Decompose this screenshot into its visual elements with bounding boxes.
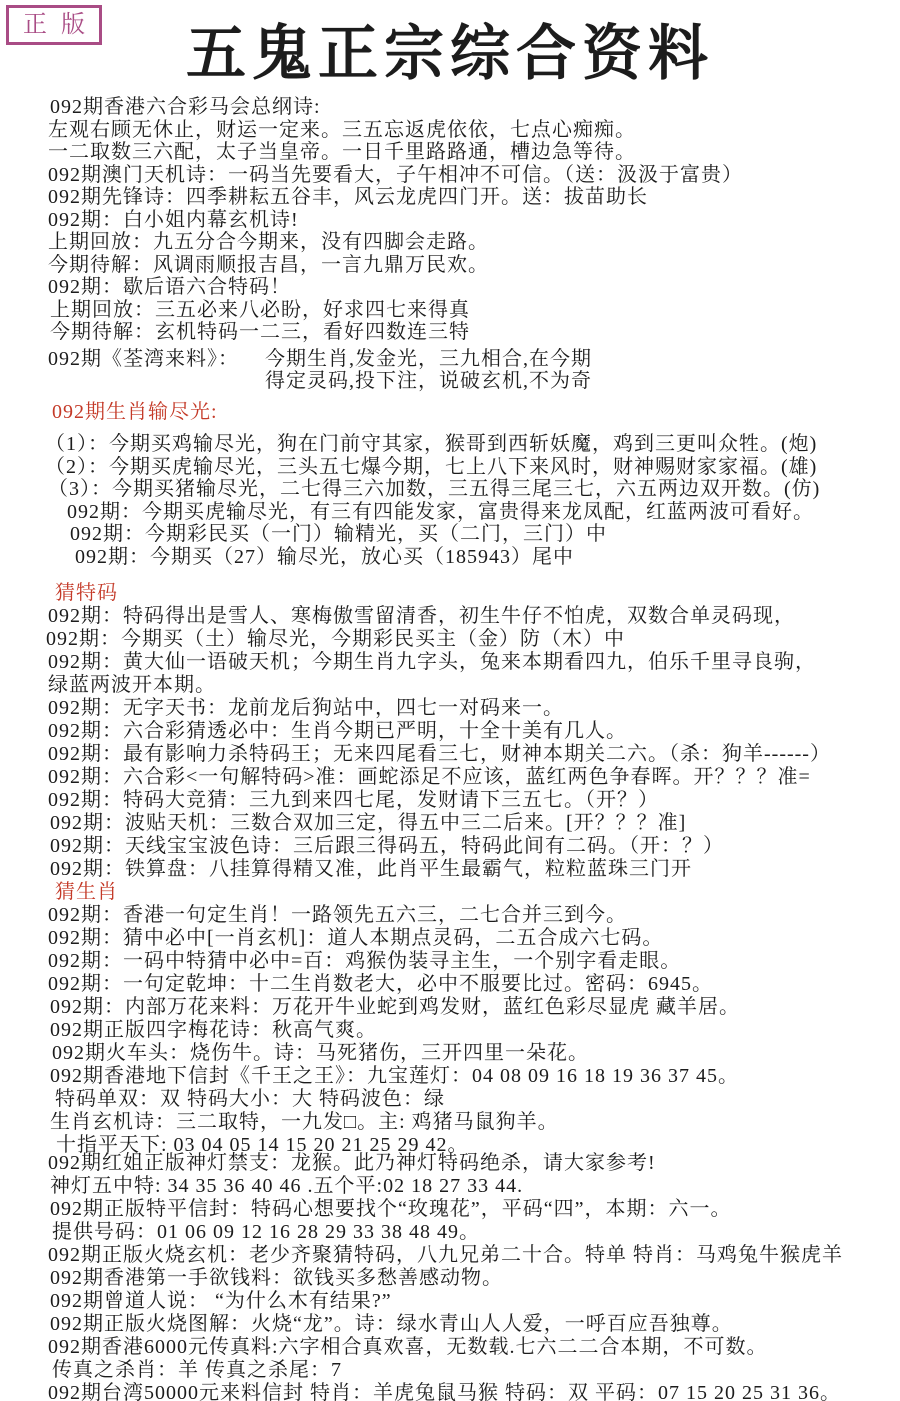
page-header — [0, 0, 900, 96]
content-lines — [0, 96, 900, 1401]
text-line: 传真之杀肖：羊 传真之杀尾：7 — [52, 1358, 342, 1381]
text-line: 神灯五中特: 34 35 36 40 46 .五个平:02 18 27 33 44. — [50, 1174, 524, 1197]
line-label: 092期《荃湾来料》： — [48, 347, 239, 370]
text-line: 092期：无字天书：龙前龙后狗站中，四七一对码来一。 — [48, 696, 564, 719]
text-line — [48, 348, 900, 371]
text-line: 上期回放：三五必来八必盼，好求四七来得真 — [50, 298, 470, 321]
authentic-badge: 正版 — [6, 5, 102, 45]
text-line: 提供号码：01 06 09 12 16 28 29 33 38 48 49。 — [52, 1220, 480, 1243]
text-line: 092期：特码大竞猜：三九到来四七尾，发财请下三五七。（开？） — [48, 788, 659, 811]
text-line: 092期火车头：烧伤牛。诗：马死猪伤，三开四里一朵花。 — [52, 1041, 589, 1064]
section-heading: 猜特码 — [55, 582, 118, 604]
text-line: 092期香港第一手欲钱料：欲钱买多愁善感动物。 — [50, 1266, 503, 1289]
text-line: 092期：六合彩<一句解特码>准：画蛇添足不应该，蓝红两色争春晖。开？？？准= — [48, 765, 811, 788]
text-line: 092期先锋诗：四季耕耘五谷丰，风云龙虎四门开。送：拔苗助长 — [48, 186, 648, 208]
text-line: 092期台湾50000元来料信封 特肖：羊虎兔鼠马猴 特码：双 平码：07 15 20 25 31 36。 — [48, 1381, 841, 1401]
text-line: 今期待解：玄机特码一二三，看好四数连三特 — [50, 321, 470, 343]
text-line: 十指平天下: 03 04 05 14 15 20 21 25 29 42。 — [56, 1133, 469, 1156]
text-line: 092期：今期买（土）输尽光，今期彩民买主（金）防（木）中 — [46, 627, 625, 650]
text-line: 092期正版火烧玄机：老少齐聚猜特码，八九兄弟二十合。特单 特肖：马鸡兔牛猴虎羊 — [48, 1243, 843, 1266]
text-line: 092期曾道人说： “为什么木有结果?” — [50, 1289, 392, 1312]
text-line: 生肖玄机诗：三二取特，一九发□。主: 鸡猪马鼠狗羊。 — [50, 1110, 559, 1133]
text-line: 一二取数三六配，太子当皇帝。一日千里路路通，槽边急等待。 — [48, 141, 636, 163]
text-line: 092期正版火烧图解：火烧“龙”。诗：绿水青山人人爱，一呼百应吾独尊。 — [50, 1312, 733, 1335]
text-line: 092期：白小姐内幕玄机诗! — [48, 208, 299, 231]
text-line: 092期：黄大仙一语破天机；今期生肖九字头，兔来本期看四九，伯乐千里寻良驹， — [48, 650, 816, 673]
text-line: 上期回放：九五分合今期来，没有四脚会走路。 — [48, 231, 489, 253]
text-line: （3）：今期买猪输尽光，二七得三六加数，三五得三尾三七，六五两边双开数。(仿) — [48, 478, 821, 500]
text-line: 092期红姐正版神灯禁支：龙猴。此乃神灯特码绝杀，请大家参考! — [48, 1151, 656, 1174]
text-line: 092期：今期买虎输尽光，有三有四能发家，富贵得来龙凤配，红蓝两波可看好。 — [67, 500, 814, 523]
text-line: 今期待解：风调雨顺报吉昌，一言九鼎万民欢。 — [48, 253, 489, 276]
text-line: 092期：铁算盘：八挂算得精又准，此肖平生最霸气，粒粒蓝珠三门开 — [50, 857, 692, 880]
text-line: 092期：天线宝宝波色诗：三后跟三得码五，特码此间有二码。（开：？） — [50, 834, 724, 857]
text-line: （1）：今期买鸡输尽光，狗在门前守其家，猴哥到西斩妖魔，鸡到三更叫众牲。(炮) — [45, 433, 818, 455]
text-line: 092期：一码中特猜中必中=百：鸡猴伪装寻主生，一个别字看走眼。 — [48, 949, 682, 972]
line-text: 今期生肖,发金光，三九相合,在今期 — [265, 347, 592, 370]
text-line: 092期：六合彩猜透必中：生肖今期已严明，十全十美有几人。 — [48, 719, 627, 742]
text-line: 得定灵码,投下注，说破玄机,不为奇 — [265, 370, 592, 392]
text-line: 绿蓝两波开本期。 — [48, 673, 216, 696]
page-title: 五鬼正宗综合资料 — [186, 21, 714, 87]
text-line: 092期正版四字梅花诗：秋高气爽。 — [50, 1018, 377, 1041]
text-line: 092期：歇后语六合特码！ — [48, 276, 291, 298]
text-line: 092期：最有影响力杀特码王；无来四尾看三七，财神本期关二六。（杀：狗羊------） — [48, 742, 831, 765]
text-line: 左观右顾无休止，财运一定来。三五忘返虎依依，七点心痴痴。 — [48, 118, 636, 141]
text-line: 092期正版特平信封：特码心想要找个“玫瑰花”，平码“四”，本期：六一。 — [50, 1197, 732, 1220]
section-heading: 猜生肖 — [55, 880, 118, 903]
text-line: 092期：一句定乾坤：十二生肖数老大，必中不服要比过。密码：6945。 — [48, 972, 713, 995]
section-heading: 092期生肖输尽光: — [52, 400, 218, 423]
text-line: 092期：内部万花来料：万花开牛业蛇到鸡发财，蓝红色彩尽显虎 藏羊居。 — [50, 995, 740, 1018]
text-line: 092期：特码得出是雪人、寒梅傲雪留清香，初生牛仔不怕虎，双数合单灵码现， — [48, 604, 795, 627]
text-line: 092期：今期买（27）输尽光，放心买（185943）尾中 — [75, 545, 574, 568]
text-line: （2）：今期买虎输尽光，三头五七爆今期，七上八下来风时，财神赐财家家福。(雄) — [45, 455, 818, 478]
text-line: 092期香港六合彩马会总纲诗: — [50, 96, 321, 118]
text-line: 092期：波贴天机：三数合双加三定，得五中三二后来。[开？？？准] — [50, 811, 687, 834]
text-line: 092期：今期彩民买（一门）输精光，买（二门，三门）中 — [70, 523, 607, 545]
text-line: 092期香港6000元传真料:六字相合真欢喜，无数载.七六二二合本期，不可数。 — [48, 1335, 768, 1358]
text-line: 092期：猜中必中[一肖玄机]：道人本期点灵码，二五合成六七码。 — [48, 926, 664, 949]
text-line: 092期澳门天机诗：一码当先要看大，子午相冲不可信。（送：汲汲于富贵） — [48, 163, 743, 186]
text-line: 特码单双：双 特码大小：大 特码波色：绿 — [55, 1087, 445, 1110]
text-line: 092期：香港一句定生肖！一路领先五六三，二七合并三到今。 — [48, 903, 627, 926]
text-line: 092期香港地下信封《千王之王》：九宝莲灯：04 08 09 16 18 19 36 37 45。 — [50, 1064, 739, 1087]
